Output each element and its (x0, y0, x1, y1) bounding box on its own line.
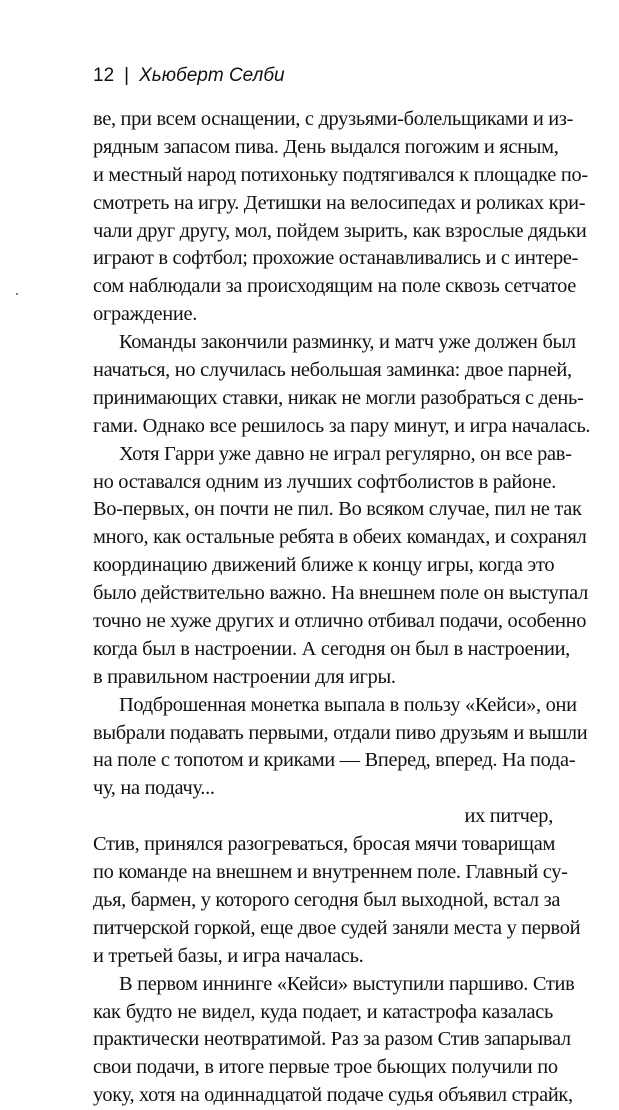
text-line: и третьей базы, и игра началась. (93, 944, 364, 967)
text-line: начаться, но случилась небольшая заминка: двое парней, (93, 359, 572, 382)
text-line: гами. Однако все решилось за пару минут, и игра началась. (93, 414, 591, 437)
text-line: выбрали подавать первыми, отдали пиво друзьям и вышли (93, 721, 588, 744)
running-header (93, 64, 285, 88)
text-line: на поле с топотом и криками — Вперед, вперед. На пода- (93, 749, 576, 772)
text-line: чу, на подачу... (93, 777, 215, 800)
text-line: ве, при всем оснащении, с друзьями-болельщиками и из- (93, 108, 574, 130)
page-number: 12 (93, 65, 115, 86)
text-line: Хотя Гарри уже давно не играл регулярно, он все рав- (119, 442, 572, 465)
text-line: было действительно важно. На внешнем поле он выступал (93, 582, 588, 605)
text-line: питчерской горкой, еще двое судей заняли места у первой (93, 916, 581, 939)
text-line: когда был в настроении. А сегодня он был в настроении, (93, 637, 570, 660)
text-line: ограждение. (93, 303, 197, 326)
text-line: свои подачи, в итоге первые трое бьющих получили по (93, 1056, 558, 1079)
text-line: практически неотвратимой. Раз за разом Стив запарывал (93, 1028, 571, 1051)
text-line: уоку, хотя на одиннадцатой подаче судья объявил страйк, (93, 1084, 573, 1107)
text-line: координацию движений ближе к концу игры, когда это (93, 554, 555, 577)
text-line: много, как остальные ребята в обеих командах, и сохранял (93, 526, 587, 549)
text-line: Во-первых, он почти не пил. Во всяком случае, пил не так (93, 498, 582, 521)
author-name: Хьюберт Селби (139, 65, 285, 86)
text-line: как будто не видел, куда подает, и катастрофа казалась (93, 1000, 553, 1023)
text-line: чали друг другу, мол, пойдем зырить, как взрослые дядьки (93, 219, 587, 242)
text-line: играют в софтбол; прохожие останавливались и с интере- (93, 247, 579, 270)
header-separator: | (124, 65, 130, 86)
text-line: смотреть на игру. Детишки на велосипедах и роликах кри- (93, 191, 586, 214)
text-line: их питчер, (464, 805, 553, 828)
text-line: по команде на внешнем и внутреннем поле. Главный су- (93, 861, 568, 884)
text-line: рядным запасом пива. День выдался погожим и ясным, (93, 135, 559, 158)
text-line: Подброшенная монетка выпала в пользу «Кейси», они (119, 693, 577, 716)
text-line: Команды закончили разминку, и матч уже должен был (119, 331, 576, 354)
text-line: в правильном настроении для игры. (93, 665, 396, 688)
text-line: и местный народ потихоньку подтягивался к площадке по- (93, 163, 588, 186)
text-line: дья, бармен, у которого сегодня был выходной, встал за (93, 888, 561, 911)
text-line: точно не хуже других и отлично отбивал подачи, особенно (93, 610, 587, 633)
text-line: В первом иннинге «Кейси» выступили паршиво. Стив (119, 972, 575, 995)
text-line: но оставался одним из лучших софтболистов в районе. (93, 470, 557, 493)
body-text (93, 106, 591, 1110)
text-line: сом наблюдали за происходящим на поле сквозь сетчатое (93, 275, 577, 298)
text-line: Стив, принялся разогреваться, бросая мячи товарищам (93, 833, 556, 856)
text-line: принимающих ставки, никак не могли разобраться с день- (93, 386, 584, 409)
margin-speck (16, 293, 18, 295)
